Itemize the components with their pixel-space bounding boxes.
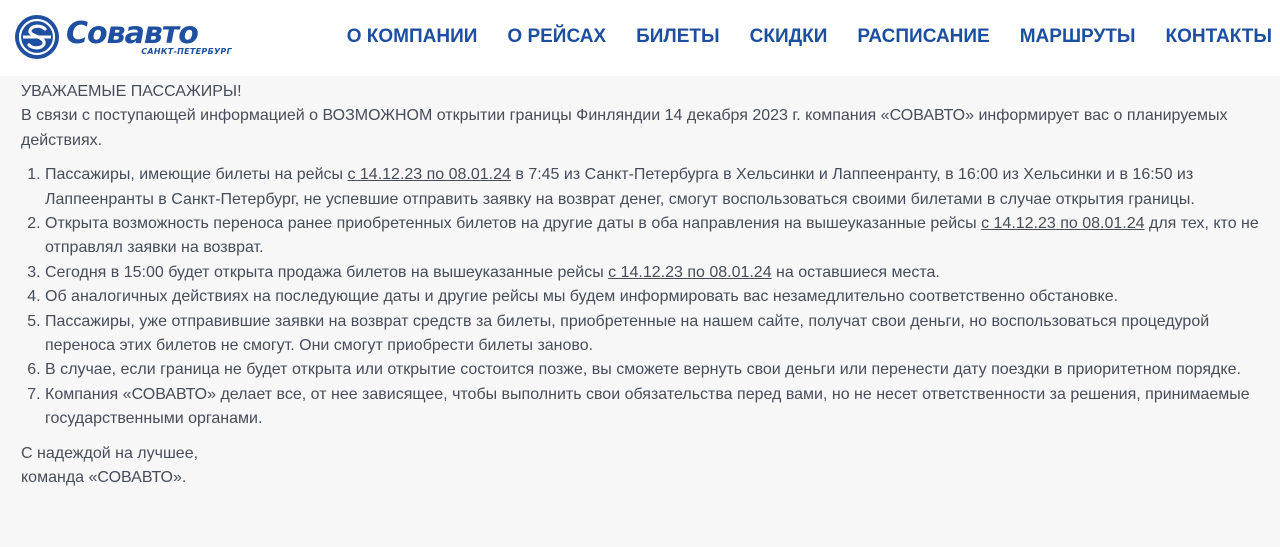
list-item [45,285,1271,309]
list-item [45,358,1271,382]
list-item [45,212,1271,261]
list-item-text: на оставшиеся места. [771,263,940,281]
logo-emblem-icon [14,14,60,60]
notice-list [21,163,1271,431]
nav-tickets[interactable]: БИЛЕТЫ [636,26,720,47]
logo-wordmark [66,14,238,60]
list-item-text: Пассажиры, имеющие билеты на рейсы [45,166,348,184]
list-item [45,383,1271,432]
date-range-link[interactable]: с 14.12.23 по 08.01.24 [981,215,1145,233]
list-item-text: в 7:45 из Санкт-Петербурга в Хельсинки и Лаппеенранту, в 16:00 из Хельсинки и в 16:50 из Лаппеенранты в Санкт-Петербург, не успевшие отправить заявку на возврат денег, смогут воспользоваться своими билетами в случае открытия границы. [45,166,1195,208]
list-item-text: Об аналогичных действиях на последующие даты и другие рейсы мы будем информировать вас незамедлительно соответственно обстановке. [45,288,1119,306]
closing-line: С надеждой на лучшее, [21,444,199,462]
sovavto-logo[interactable] [14,14,244,60]
date-range-link[interactable]: с 14.12.23 по 08.01.24 [608,263,772,281]
list-item-text: Открыта возможность переноса ранее приобретенных билетов на другие даты в оба направления на вышеуказанные рейсы [45,215,982,233]
notice-content [21,80,1271,491]
list-item-text: Пассажиры, уже отправившие заявки на возврат средств за билеты, приобретенные на нашем сайте, получат свои деньги, но воспользоваться процедурой переноса этих билетов не смогут. Они смогут приобрести билеты заново. [45,312,1210,355]
list-item [45,163,1271,212]
logo-name: Совавто [66,16,198,51]
nav-discounts[interactable]: СКИДКИ [749,26,828,47]
list-item [45,261,1271,285]
signature: команда «СОВАВТО». [21,469,187,487]
list-item-text: В случае, если граница не будет открыта или открытие состоится позже, вы сможете вернуть свои деньги или перенести дату поездки в приоритетном порядке. [45,361,1241,379]
main-nav [332,24,1272,50]
nav-schedule[interactable]: РАСПИСАНИЕ [857,26,990,47]
notice-intro: В связи с поступающей информацией о ВОЗМОЖНОМ открытии границы Финляндии 14 декабря 2023 г. компания «СОВАВТО» информирует вас о планируемых действиях. [21,107,1228,149]
nav-about-trips[interactable]: О РЕЙСАХ [507,26,607,47]
list-item-text: для тех, кто не отправлял заявки на возврат. [45,215,1259,257]
nav-contacts[interactable]: КОНТАКТЫ [1165,26,1272,47]
list-item-text: Компания «СОВАВТО» делает все, от нее зависящее, чтобы выполнить свои обязательства перед вами, но не несет ответственности за решения, принимаемые государственными органами. [45,385,1250,428]
nav-about-company[interactable]: О КОМПАНИИ [346,26,478,47]
date-range-link[interactable]: с 14.12.23 по 08.01.24 [347,166,511,184]
nav-routes[interactable]: МАРШРУТЫ [1019,26,1136,47]
site-header [0,0,1280,76]
notice-heading: УВАЖАЕМЫЕ ПАССАЖИРЫ! [21,83,242,100]
list-item-text: Сегодня в 15:00 будет открыта продажа билетов на вышеуказанные рейсы [45,263,609,281]
logo-city: САНКТ-ПЕТЕРБУРГ [141,47,232,56]
list-item [45,310,1271,359]
